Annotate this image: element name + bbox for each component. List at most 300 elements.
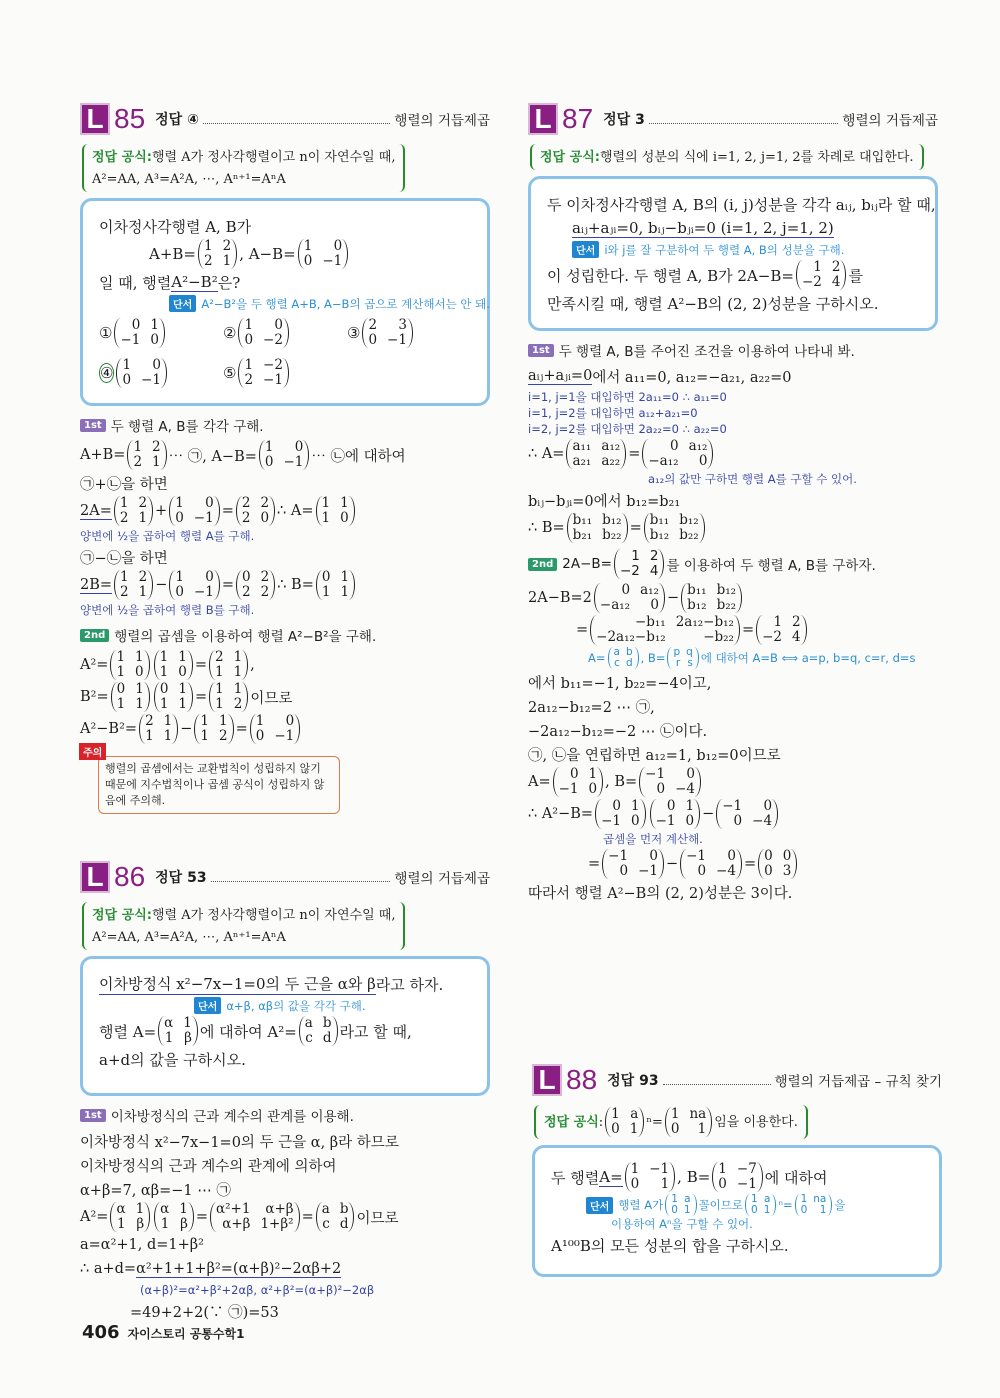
annotation (528, 831, 938, 847)
math-line (99, 1016, 471, 1046)
matrix-cell: b₁₂ (649, 527, 670, 543)
caution-box (83, 748, 340, 814)
page-number: 406 (82, 1322, 120, 1343)
matrix-cell: 4 (649, 563, 659, 579)
matrix-cell: 1 (119, 495, 129, 511)
matrix (796, 260, 847, 290)
annotation (80, 528, 490, 544)
matrix-cell: 2 (242, 584, 251, 600)
matrix (316, 1202, 355, 1232)
matrix-cell: 2 (368, 317, 378, 333)
matrix-cell: 1 (116, 1216, 126, 1232)
matrix-cell: 1 (697, 1121, 707, 1137)
matrix-cell: 0 (727, 848, 736, 864)
matrix (139, 714, 178, 744)
book-title: 자이스토리 공통수학1 (127, 1327, 245, 1341)
formula-line (540, 146, 914, 168)
matrix (605, 1107, 644, 1137)
matrix-cell: 1 (159, 696, 169, 712)
math-line (80, 1300, 490, 1322)
math-text: = (194, 657, 207, 673)
matrix-cell: 1 (152, 454, 161, 470)
matrix-cell: c (322, 1216, 330, 1232)
math-text: 2a₁₂−b₁₂=2 ⋯ ㉠, (528, 699, 655, 716)
problem-number: 86 (114, 861, 146, 892)
matrix-cell: 0 (285, 713, 295, 729)
matrix-cell: 1 (255, 713, 265, 729)
math-text: ∴ B= (277, 577, 314, 593)
problem-85 (80, 102, 490, 814)
problem-header (528, 102, 938, 136)
matrix-cell: 0 (244, 332, 254, 348)
matrix-cell: 1 (340, 569, 350, 585)
matrix-cell: a (613, 646, 620, 658)
matrix-cell: 0 (152, 357, 161, 373)
matrix-cell: a₁₂ (640, 582, 659, 598)
badge-hint: 단서 (572, 241, 599, 258)
annotation (80, 602, 490, 618)
math-text: A= (528, 774, 551, 790)
underlined-text: α²+1+1+β²=(α+β)²−2αβ+2 (136, 1260, 342, 1277)
math-text: 에서 a₁₁=0, a₁₂=−a₂₁, a₂₂=0 (592, 369, 792, 386)
math-text: ㉠+㉡을 하면 (80, 476, 168, 493)
matrix (553, 767, 604, 797)
matrix-cell: 1 (670, 1106, 680, 1122)
matrix-cell: d (339, 1216, 349, 1232)
matrix-cell: 0 (159, 681, 169, 697)
math-line (528, 799, 938, 829)
matrix (116, 358, 167, 388)
solution-step (528, 549, 938, 579)
matrix-cell: 0 (178, 664, 187, 680)
math-line (80, 1202, 490, 1232)
underlined-text: A= (599, 1167, 623, 1186)
matrix-cell: d (625, 657, 633, 669)
annotation (528, 471, 938, 487)
matrix-cell: 1+β² (260, 1216, 294, 1232)
math-text: B²= (80, 689, 109, 705)
math-line (80, 1130, 490, 1152)
math-text: A²−B²= (80, 721, 138, 737)
matrix-cell: 2 (649, 548, 659, 564)
matrix-cell: 2 (244, 372, 254, 388)
matrix-cell: −2 (619, 563, 640, 579)
matrix-cell: 0 (368, 332, 378, 348)
math-text: = (221, 577, 235, 593)
matrix-cell: 1 (671, 1193, 678, 1205)
math-line (547, 260, 919, 290)
matrix-cell: 2 (133, 454, 143, 470)
matrix-cell: β (180, 1216, 188, 1232)
matrix-cell: −1 (649, 1161, 670, 1177)
math-text: 행렬의 성분의 식에 i=1, 2, j=1, 2를 차례로 대입한다. (599, 149, 914, 165)
matrix-cell: 2 (792, 614, 801, 630)
math-line (80, 714, 490, 744)
problem-header (80, 860, 490, 894)
matrix-cell: 2 (222, 238, 232, 254)
matrix-cell: 1 (718, 1161, 727, 1177)
matrix-cell: 0 (116, 681, 126, 697)
matrix-cell: 0 (135, 664, 144, 680)
matrix-cell: 1 (588, 766, 598, 782)
math-text: i=2, j=2를 대입하면 2a₂₂=0 ∴ a₂₂=0 (528, 422, 727, 436)
matrix-cell: −2 (762, 629, 783, 645)
matrix-cell: 0 (666, 798, 676, 814)
matrix-cell: 0 (650, 597, 659, 613)
matrix (362, 318, 413, 348)
matrix-cell: a₁₂ (688, 438, 708, 454)
matrix-cell: 1 (685, 798, 695, 814)
hint (99, 997, 471, 1014)
matrix-cell: b (339, 1201, 349, 1217)
matrix-cell: b₁₁ (687, 582, 707, 598)
math-text: 행렬의 곱셈을 이용하여 행렬 A²−B²을 구해. (114, 629, 377, 645)
math-text: ∴ a+d= (80, 1261, 137, 1277)
matrix-cell: 1 (244, 357, 254, 373)
math-text: ∴ A²−B= (528, 806, 594, 822)
answer: 정답 53 (155, 870, 207, 886)
matrix-cell: 1 (233, 649, 243, 665)
hint (547, 241, 919, 258)
matrix-cell: 1 (183, 1015, 192, 1031)
math-text: = (743, 856, 757, 872)
answer-choice (99, 358, 223, 388)
answer-formula (534, 1105, 808, 1139)
math-text: − (666, 590, 680, 606)
math-line (528, 743, 938, 765)
formula-line (544, 1107, 798, 1137)
matrix (566, 439, 626, 469)
matrix (127, 440, 166, 470)
answer: 정답 93 (607, 1073, 659, 1089)
math-line (551, 1162, 923, 1192)
matrix-cell: 1 (763, 1204, 771, 1216)
math-text: bᵢⱼ−bⱼᵢ=0에서 b₁₂=b₂₁ (528, 493, 681, 510)
matrix-cell: 0 (264, 454, 274, 470)
math-line (80, 1258, 490, 1280)
math-text: A²=AA, A³=A²A, ⋯, Aⁿ⁺¹=AⁿA (92, 929, 286, 945)
underlined-text: aᵢⱼ+aⱼᵢ=0, bᵢⱼ−bⱼᵢ=0 (i=1, 2, j=1, 2) (572, 218, 834, 237)
matrix-cell: 0 (255, 728, 265, 744)
matrix-cell: α+β (265, 1201, 294, 1217)
problem-87 (528, 102, 938, 905)
solution-step (80, 414, 490, 436)
matrix-cell: 0 (670, 1121, 680, 1137)
matrix-cell: 1 (773, 614, 783, 630)
math-text: − (702, 806, 715, 822)
matrix-cell: 0 (800, 1204, 808, 1216)
matrix (745, 1194, 776, 1216)
matrix-cell: 0 (718, 1176, 727, 1192)
matrix-cell: 2 (260, 569, 270, 585)
math-text: 양변에 ½을 곱하여 행렬 B를 구해. (80, 603, 255, 617)
matrix (209, 682, 248, 712)
page-footer (82, 1322, 244, 1343)
matrix-cell: −4 (675, 781, 695, 797)
matrix-cell: 2 (152, 439, 161, 455)
matrix-cell: −b₂₂ (703, 629, 734, 645)
matrix-cell: 0 (175, 584, 184, 600)
choice-number: ④ (100, 364, 114, 382)
math-text: ⁿ= (778, 1198, 793, 1212)
matrix-cell: 3 (398, 317, 407, 333)
matrix (154, 1202, 194, 1232)
math-text: + (155, 503, 168, 519)
matrix (665, 1194, 696, 1216)
matrix-cell: 1 (138, 584, 148, 600)
choice-number: ⑤ (223, 364, 237, 382)
math-text: i=1, j=1을 대입하면 2a₁₁=0 ∴ a₁₁=0 (528, 390, 727, 404)
hint (551, 1216, 923, 1232)
math-line (80, 570, 490, 600)
matrix-cell: 0 (131, 317, 141, 333)
matrix-cell: a₁₁ (572, 438, 592, 454)
matrix-cell: q (686, 646, 693, 658)
matrix-cell: 1 (800, 1193, 808, 1205)
matrix-cell: 0 (294, 439, 304, 455)
matrix-cell: β (136, 1216, 145, 1232)
math-text: A¹⁰⁰B의 모든 성분의 합을 구하시오. (551, 1236, 789, 1255)
matrix-cell: 2 (233, 696, 243, 712)
matrix-cell: 2 (260, 495, 270, 511)
math-line (528, 849, 938, 879)
matrix-cell: −1 (722, 798, 743, 814)
matrix-cell: −2 (263, 332, 283, 348)
matrix (595, 799, 646, 829)
matrix-cell: a (763, 1193, 771, 1205)
math-line (528, 583, 938, 613)
matrix (259, 440, 310, 470)
matrix-cell: 1 (175, 495, 184, 511)
math-text: 에 대하여 A²= (199, 1022, 297, 1041)
matrix (238, 318, 289, 348)
matrix-cell: 1 (200, 728, 209, 744)
matrix-cell: 2 (119, 510, 129, 526)
matrix (567, 513, 628, 543)
math-text: A²=AA, A³=A²A, ⋯, Aⁿ⁺¹=AⁿA (92, 171, 286, 187)
matrix (590, 615, 740, 645)
badge-1st: 1st (80, 1109, 106, 1122)
math-text: 이차방정식의 근과 계수의 관계에 의하여 (80, 1158, 337, 1175)
matrix-cell: 1 (160, 1216, 170, 1232)
badge-2nd: 2nd (80, 629, 109, 642)
math-line (528, 439, 938, 469)
math-text: , B= (605, 774, 638, 790)
math-line (528, 671, 938, 693)
badge-1st: 1st (80, 419, 106, 432)
math-text: =49+2+2(∵ ㉠)=53 (130, 1304, 279, 1321)
math-text: 이차방정식의 근과 계수의 관계를 이용해. (110, 1109, 354, 1125)
question-box (532, 1145, 942, 1277)
matrix-cell: 2 (260, 584, 270, 600)
matrix-cell: 0 (649, 848, 658, 864)
matrix (602, 849, 664, 879)
answer-choices (99, 318, 471, 388)
matrix (716, 799, 778, 829)
matrix-cell: 0 (630, 813, 640, 829)
matrix-cell: −a₁₂ (599, 597, 631, 613)
math-text: = (235, 721, 248, 737)
matrix (169, 570, 220, 600)
math-text: A²−B²을 두 행렬 A+B, A−B의 곱으로 계산해서는 안 돼. (201, 296, 490, 311)
choice-number: ③ (347, 324, 361, 342)
choice-number: ① (99, 324, 113, 342)
math-line (528, 365, 938, 387)
answer-formula (530, 144, 924, 170)
math-text: 따라서 행렬 A²−B의 (2, 2)성분은 3이다. (528, 885, 793, 902)
math-line (528, 489, 938, 511)
matrix-cell: 1 (145, 728, 154, 744)
solution-step (528, 339, 938, 361)
topic: 행렬의 거듭제곱 – 규칙 찾기 (774, 1074, 942, 1090)
math-text: a+d의 값을 구하시오. (99, 1050, 246, 1069)
math-text: = (629, 520, 642, 536)
math-text: 양변에 ½을 곱하여 행렬 A를 구해. (80, 529, 255, 543)
matrix (594, 583, 665, 613)
math-text: a=α²+1, d=1+β² (80, 1237, 204, 1253)
matrix (795, 1194, 833, 1216)
matrix-cell: −1 (193, 584, 214, 600)
matrix-cell: 0 (260, 510, 270, 526)
question-box (80, 956, 490, 1096)
matrix-cell: b₁₂ (687, 597, 707, 613)
matrix (209, 650, 248, 680)
matrix-cell: 0 (274, 317, 283, 333)
math-text: α+β, αβ의 값을 각각 구해. (226, 998, 366, 1013)
caution-label: 주의 (79, 743, 106, 760)
hint (551, 1194, 923, 1216)
matrix (712, 1162, 763, 1192)
formula-label: 정답 공식: (92, 149, 152, 165)
math-text: 이차방정식 x²−7x−1=0의 두 근을 α, β라 하므로 (80, 1134, 399, 1151)
matrix-cell: 1 (611, 1106, 620, 1122)
problem-number: 87 (562, 103, 594, 134)
underlined-text: A²−B² (171, 272, 218, 291)
math-text: , A−B= (239, 245, 296, 263)
matrix-cell: b₂₂ (716, 597, 737, 613)
math-line (99, 973, 471, 995)
matrix-cell: s (687, 657, 693, 669)
matrix-cell: −1 (736, 1176, 757, 1192)
math-text: 이므로 (250, 690, 293, 707)
answer-choice (223, 318, 347, 348)
formula-label: 정답 공식: (92, 907, 152, 923)
formula-line (92, 146, 395, 168)
math-line (80, 472, 490, 494)
math-text: : (598, 1114, 604, 1130)
math-text: − (180, 721, 193, 737)
formula-label: 정답 공식 (544, 1114, 599, 1130)
matrix-cell: 1 (120, 569, 129, 585)
matrix-cell: na (689, 1106, 707, 1122)
math-text: 에서 b₁₁=−1, b₂₂=−4이고, (528, 675, 712, 692)
matrix-cell: 1 (629, 1121, 639, 1137)
math-text: 를 (848, 266, 863, 285)
matrix-cell: 1 (340, 495, 349, 511)
math-text: 이므로 (356, 1210, 399, 1227)
matrix-cell: 1 (321, 510, 331, 526)
matrix-cell: 0 (242, 569, 251, 585)
matrix-cell: 0 (611, 1121, 620, 1137)
matrix-cell: 0 (782, 848, 792, 864)
math-text: 만족시킬 때, 행렬 A²−B의 (2, 2)성분을 구하시오. (547, 294, 879, 313)
math-text: 은? (217, 273, 241, 292)
matrix (236, 570, 275, 600)
math-text: 을 (834, 1198, 846, 1212)
matrix-cell: b₁₂ (602, 512, 622, 528)
math-line (547, 193, 936, 215)
question-box (528, 176, 938, 331)
matrix-cell: 2 (120, 584, 129, 600)
annotation (528, 389, 938, 405)
math-text: 라고 하자. (375, 975, 444, 994)
math-text: − (665, 856, 679, 872)
math-text: 행렬 A= (99, 1022, 157, 1041)
math-line (99, 1048, 471, 1070)
level-badge: L (528, 103, 558, 135)
matrix-cell: a₂₁ (572, 453, 592, 469)
underlined-text: aᵢⱼ+aⱼᵢ=0 (528, 367, 593, 384)
math-text: (α+β)²=α²+β²+2αβ, α²+β²=(α+β)²−2αβ (140, 1283, 375, 1297)
math-line (547, 217, 919, 239)
math-text: A+B= (149, 245, 196, 263)
math-text: ∴ B= (528, 520, 565, 536)
matrix-cell: 0 (205, 569, 214, 585)
math-line (547, 292, 919, 314)
matrix-cell: 1 (214, 664, 224, 680)
matrix-cell: 0 (612, 798, 621, 814)
math-line (80, 1234, 490, 1256)
math-line (528, 767, 938, 797)
leader-dots (663, 1075, 771, 1085)
matrix (110, 650, 149, 680)
matrix-cell: α+β (222, 1216, 251, 1232)
math-text: ∴ A= (528, 446, 565, 462)
matrix-cell: 2 (241, 495, 251, 511)
math-text: 라고 할 때, (339, 1022, 412, 1041)
math-line (80, 650, 490, 680)
matrix (681, 583, 742, 613)
matrix-cell: 1 (159, 649, 169, 665)
math-text: = (301, 1209, 314, 1225)
matrix (642, 439, 713, 469)
matrix-cell: 3 (782, 863, 792, 879)
matrix-cell: 0 (340, 510, 349, 526)
badge-hint: 단서 (586, 1197, 613, 1214)
matrix-cell: 1 (135, 649, 144, 665)
math-text: 를 이용하여 두 행렬 A, B를 구하자. (666, 558, 876, 574)
matrix-cell: a (630, 1106, 639, 1122)
matrix-cell: a₁₂ (601, 438, 621, 454)
matrix-cell: 0 (656, 781, 666, 797)
problem-86 (80, 860, 490, 1324)
matrix-cell: na (813, 1193, 827, 1205)
matrix-cell: −4 (752, 813, 773, 829)
math-line (80, 1178, 490, 1200)
matrix-cell: 0 (569, 766, 579, 782)
matrix-cell: 1 (178, 696, 187, 712)
matrix-cell: 1 (340, 584, 350, 600)
matrix-cell: 2 (138, 495, 148, 511)
math-line (528, 719, 938, 741)
formula-line (92, 904, 395, 926)
matrix-cell: a (321, 1201, 330, 1217)
math-text: , (250, 657, 255, 673)
matrix-cell: 1 (683, 1204, 691, 1216)
formula-line (92, 926, 395, 948)
matrix-cell: b (625, 646, 633, 658)
matrix-cell: 1 (163, 728, 173, 744)
